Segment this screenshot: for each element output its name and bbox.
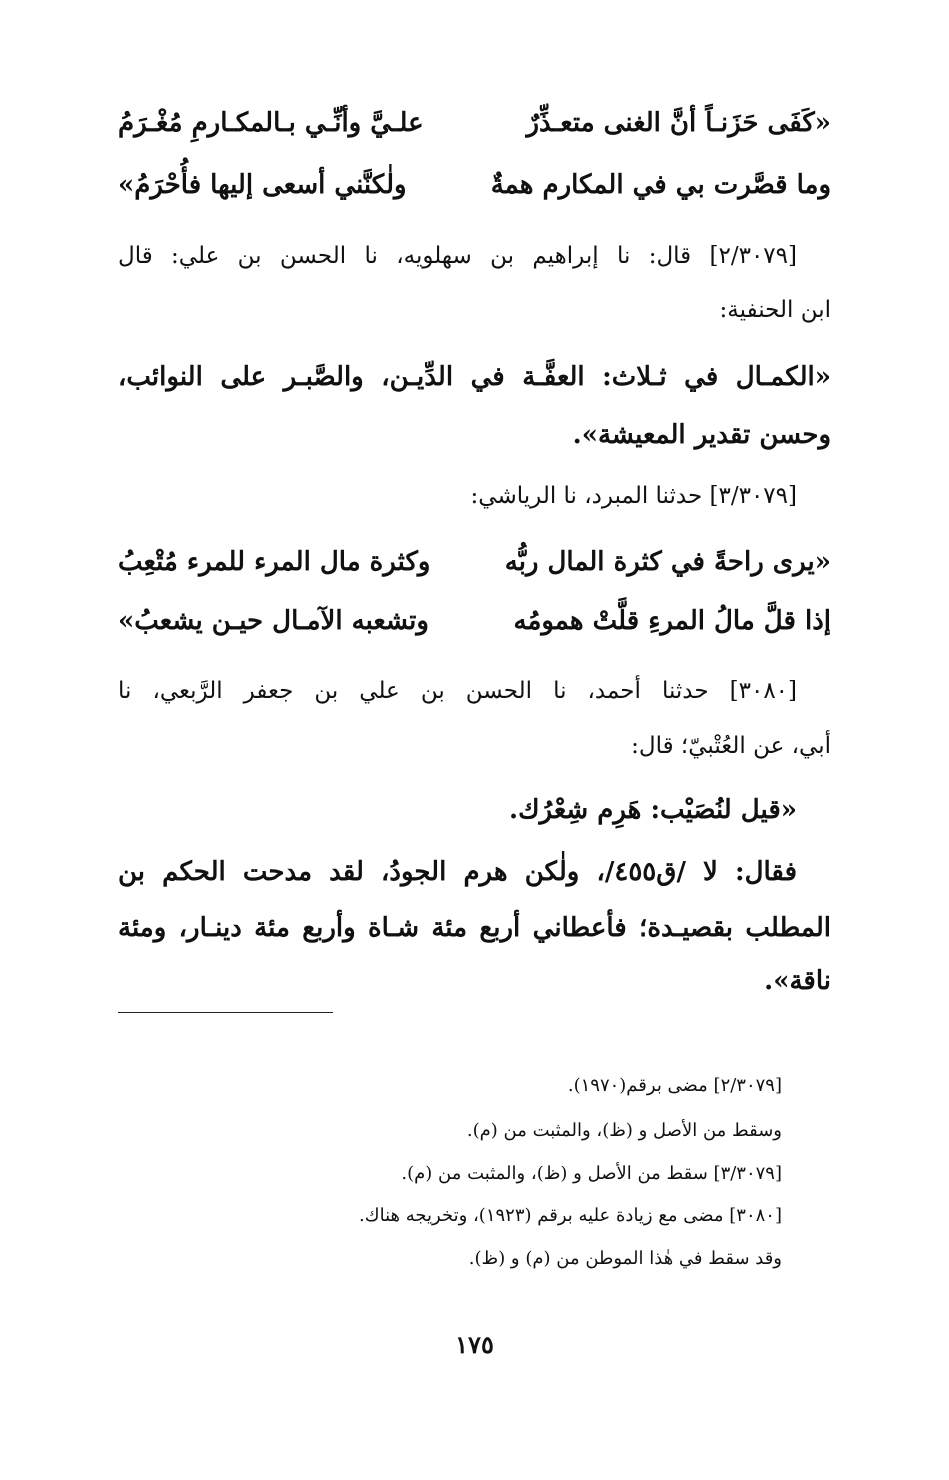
- quote-line: فقال: لا /ق٤٥٥/، ولٰكن هرم الجودُ، لقد مدحت الحكم بن: [118, 857, 797, 887]
- verse-line: [118, 108, 831, 148]
- verse-hemistich-first: «كَفَى حَزَنـاً أنَّ الغنى متعـذِّرٌ: [526, 108, 831, 138]
- verse-hemistich-second: ولٰكنَّني أسعى إليها فأُحْرَمُ»: [118, 170, 407, 200]
- verse-hemistich-second: وتشعبه الآمـال حيـن يشعبُ»: [118, 606, 429, 636]
- verse-hemistich-first: «يرى راحةً في كثرة المال ربُّه: [504, 547, 831, 577]
- verse-line: [118, 547, 831, 587]
- verse-hemistich-first: وما قصَّرت بي في المكارم همةٌ: [490, 170, 831, 200]
- quote-line: «الكمـال في ثـلاث: العفَّـة في الدِّيـن، والصَّبـر على النوائب،: [118, 362, 831, 392]
- verse-hemistich-second: علـيَّ وأنِّـي بـالمكـارمِ مُغْـرَمُ: [118, 108, 424, 138]
- narration-entry: [118, 678, 831, 704]
- verse-hemistich-second: وكثرة مال المرء للمرء مُتْعِبُ: [118, 547, 431, 577]
- quote-block: [118, 857, 831, 887]
- footnote-line: وقد سقط في هٰذا الموطن من (م) و (ظ).: [468, 1248, 782, 1269]
- quote-line: «قيل لنُصَيْب: هَرِم شِعْرُك.: [509, 795, 797, 825]
- footnote-line: [٣/٣٠٧٩] سقط من الأصل و (ظ)، والمثبت من (م).: [401, 1163, 782, 1184]
- quote-block: [118, 362, 831, 392]
- verse-line: [118, 170, 831, 210]
- narration-entry: [118, 243, 831, 269]
- quote-line: وحسن تقدير المعيشة».: [572, 420, 831, 450]
- footnote-separator: [118, 1012, 333, 1013]
- footnote-line: [٣٠٨٠] مضى مع زيادة عليه برقم (١٩٢٣)، وتخريجه هناك.: [359, 1205, 782, 1226]
- page-number: ١٧٥: [455, 1330, 494, 1359]
- narration-line: أبي، عن العُتْبيّ؛ قال:: [631, 733, 831, 759]
- quote-line: ناقة».: [764, 966, 831, 996]
- quote-line: المطلب بقصيـدة؛ فأعطاني أربع مئة شـاة وأربع مئة دينـار، ومئة: [118, 913, 831, 943]
- narration-line: [٣/٣٠٧٩] حدثنا المبرد، نا الرياشي:: [470, 483, 797, 509]
- verse-line: [118, 606, 831, 646]
- quote-block: [118, 913, 831, 943]
- footnote-line: [٢/٣٠٧٩] مضى برقم(١٩٧٠).: [567, 1075, 782, 1096]
- verse-hemistich-first: إذا قلَّ مالُ المرءِ قلَّتْ همومُه: [513, 606, 831, 636]
- footnote-line: وسقط من الأصل و (ظ)، والمثبت من (م).: [466, 1120, 782, 1141]
- narration-line: ابن الحنفية:: [719, 297, 831, 323]
- narration-line: [٣٠٨٠] حدثنا أحمد، نا الحسن بن علي بن جعفر الرَّبعي، نا: [118, 678, 798, 704]
- narration-line: [٢/٣٠٧٩] قال: نا إبراهيم بن سهلويه، نا الحسن بن علي: قال: [118, 243, 797, 269]
